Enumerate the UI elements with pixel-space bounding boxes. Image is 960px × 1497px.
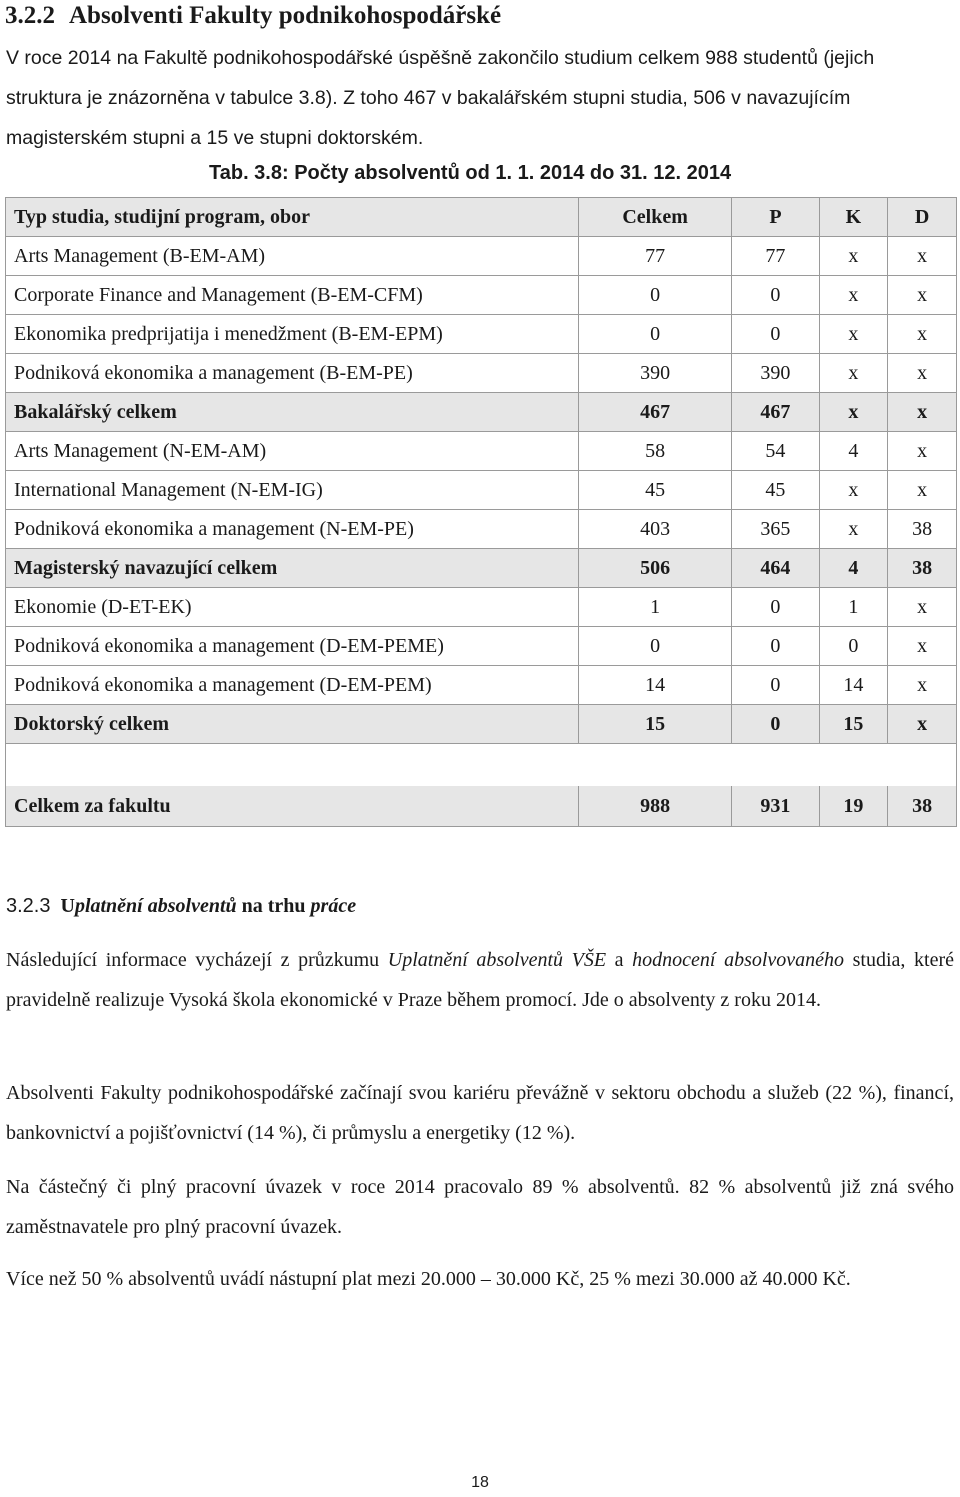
table-row — [6, 237, 957, 276]
graduates-table — [5, 197, 957, 827]
cell-total: 988 — [579, 786, 732, 827]
cell-total: 45 — [579, 471, 732, 510]
cell-p: 390 — [732, 354, 819, 393]
header-cell: Celkem — [579, 198, 732, 237]
cell-p: 0 — [732, 315, 819, 354]
cell-d: x — [888, 276, 957, 315]
subsection-title-part1: U — [60, 895, 75, 917]
cell-p: 467 — [732, 393, 819, 432]
cell-p: 0 — [732, 666, 819, 705]
p1-survey-name: Uplatnění absolventů VŠE — [387, 949, 607, 971]
cell-p: 0 — [732, 588, 819, 627]
cell-k: x — [819, 315, 888, 354]
table-header-row — [6, 198, 957, 237]
row-label: Ekonomika predprijatija i menedžment (B-EM-EPM) — [6, 315, 579, 354]
cell-total: 0 — [579, 627, 732, 666]
cell-d: 38 — [888, 510, 957, 549]
table-row — [6, 588, 957, 627]
row-label: Ekonomie (D-ET-EK) — [6, 588, 579, 627]
row-label: Podniková ekonomika a management (D-EM-PEM) — [6, 666, 579, 705]
paragraph-survey — [6, 940, 954, 1020]
subtotal-row-bachelor — [6, 393, 957, 432]
header-cell: D — [888, 198, 957, 237]
table-row — [6, 510, 957, 549]
cell-total: 0 — [579, 315, 732, 354]
table-row — [6, 471, 957, 510]
subtotal-row-doctoral — [6, 705, 957, 744]
table-row — [6, 276, 957, 315]
row-label: Arts Management (N-EM-AM) — [6, 432, 579, 471]
cell-total: 0 — [579, 276, 732, 315]
cell-d: x — [888, 588, 957, 627]
p1-evaluation-name: hodnocení absolvovaného — [632, 949, 845, 971]
cell-d: x — [888, 471, 957, 510]
cell-p: 464 — [732, 549, 819, 588]
header-cell: P — [732, 198, 819, 237]
paragraph-employment: Na částečný či plný pracovní úvazek v roce 2014 pracovalo 89 % absolventů. 82 % absolventů již zná svého zaměstnavatele pro plný pracovní úvazek. — [6, 1176, 954, 1238]
row-label: Arts Management (B-EM-AM) — [6, 237, 579, 276]
cell-total: 403 — [579, 510, 732, 549]
cell-p: 365 — [732, 510, 819, 549]
cell-p: 931 — [732, 786, 819, 827]
cell-k: 4 — [819, 432, 888, 471]
cell-k: 0 — [819, 627, 888, 666]
cell-k: x — [819, 510, 888, 549]
spacer-row — [6, 744, 957, 787]
cell-k: 4 — [819, 549, 888, 588]
header-cell: Typ studia, studijní program, obor — [6, 198, 579, 237]
cell-k: 19 — [819, 786, 888, 827]
section-heading — [5, 2, 501, 30]
subtotal-row-master — [6, 549, 957, 588]
table-row — [6, 432, 957, 471]
cell-d: x — [888, 627, 957, 666]
grand-total-row — [6, 786, 957, 827]
cell-p: 0 — [732, 627, 819, 666]
cell-total: 506 — [579, 549, 732, 588]
cell-d: 38 — [888, 549, 957, 588]
cell-d: 38 — [888, 786, 957, 827]
header-cell: K — [819, 198, 888, 237]
row-label: Celkem za fakultu — [6, 786, 579, 827]
cell-k: x — [819, 393, 888, 432]
cell-k: x — [819, 354, 888, 393]
p1-text-a: Následující informace vycházejí z průzkumu — [6, 949, 388, 971]
row-label: Bakalářský celkem — [6, 393, 579, 432]
section-number: 3.2.2 — [5, 2, 55, 29]
row-label: Podniková ekonomika a management (D-EM-PEME) — [6, 627, 579, 666]
row-label: Doktorský celkem — [6, 705, 579, 744]
cell-total: 390 — [579, 354, 732, 393]
row-label: Corporate Finance and Management (B-EM-CFM) — [6, 276, 579, 315]
cell-total: 77 — [579, 237, 732, 276]
spacer-cell — [6, 744, 957, 787]
cell-total: 467 — [579, 393, 732, 432]
cell-d: x — [888, 315, 957, 354]
cell-p: 54 — [732, 432, 819, 471]
cell-d: x — [888, 237, 957, 276]
table-caption: Tab. 3.8: Počty absolventů od 1. 1. 2014 do 31. 12. 2014 — [209, 162, 732, 184]
row-label: International Management (N-EM-IG) — [6, 471, 579, 510]
p1-text-e: studia, které pravidelně realizuje Vysoká škola ekonomické v Praze během promocí. Jde o absolventy z roku 2014. — [6, 949, 954, 1011]
table-row — [6, 627, 957, 666]
cell-d: x — [888, 354, 957, 393]
cell-p: 0 — [732, 705, 819, 744]
cell-k: 15 — [819, 705, 888, 744]
table-row — [6, 315, 957, 354]
subsection-title-part3: na trhu — [236, 895, 311, 917]
cell-p: 77 — [732, 237, 819, 276]
cell-k: 1 — [819, 588, 888, 627]
page-number: 18 — [471, 1474, 489, 1491]
paragraph-salary: Více než 50 % absolventů uvádí nástupní plat mezi 20.000 – 30.000 Kč, 25 % mezi 30.000 až 40.000 Kč. — [6, 1268, 851, 1290]
cell-total: 15 — [579, 705, 732, 744]
table-row — [6, 354, 957, 393]
paragraph-sectors: Absolventi Fakulty podnikohospodářské začínají svou kariéru převážně v sektoru obchodu a služeb (22 %), financí, bankovnictví a pojišťovnictví (14 %), či průmyslu a energetiky (12 %). — [6, 1082, 954, 1144]
table-row — [6, 666, 957, 705]
cell-total: 14 — [579, 666, 732, 705]
section-title: Absolventi Fakulty podnikohospodářské — [69, 2, 502, 29]
subsection-title — [60, 895, 356, 917]
p1-text-c: a — [606, 949, 633, 971]
cell-d: x — [888, 705, 957, 744]
cell-total: 1 — [579, 588, 732, 627]
subsection-number: 3.2.3 — [6, 895, 51, 917]
row-label: Magisterský navazující celkem — [6, 549, 579, 588]
cell-p: 0 — [732, 276, 819, 315]
cell-total: 58 — [579, 432, 732, 471]
cell-k: x — [819, 276, 888, 315]
row-label: Podniková ekonomika a management (B-EM-PE) — [6, 354, 579, 393]
subsection-title-part4: práce — [310, 895, 357, 917]
cell-k: x — [819, 237, 888, 276]
cell-k: 14 — [819, 666, 888, 705]
intro-paragraph: V roce 2014 na Fakultě podnikohospodářské úspěšně zakončilo studium celkem 988 studentů (jejich struktura je znázorněna v tabulce 3.8). Z toho 467 v bakalářském stupni studia, 506 v navazujícím magisterském stupni a 15 ve stupni doktorském. — [6, 47, 875, 149]
cell-d: x — [888, 666, 957, 705]
subsection-heading — [6, 895, 356, 918]
row-label: Podniková ekonomika a management (N-EM-PE) — [6, 510, 579, 549]
cell-d: x — [888, 393, 957, 432]
subsection-title-part2: platnění absolventů — [74, 895, 237, 917]
cell-d: x — [888, 432, 957, 471]
cell-k: x — [819, 471, 888, 510]
cell-p: 45 — [732, 471, 819, 510]
